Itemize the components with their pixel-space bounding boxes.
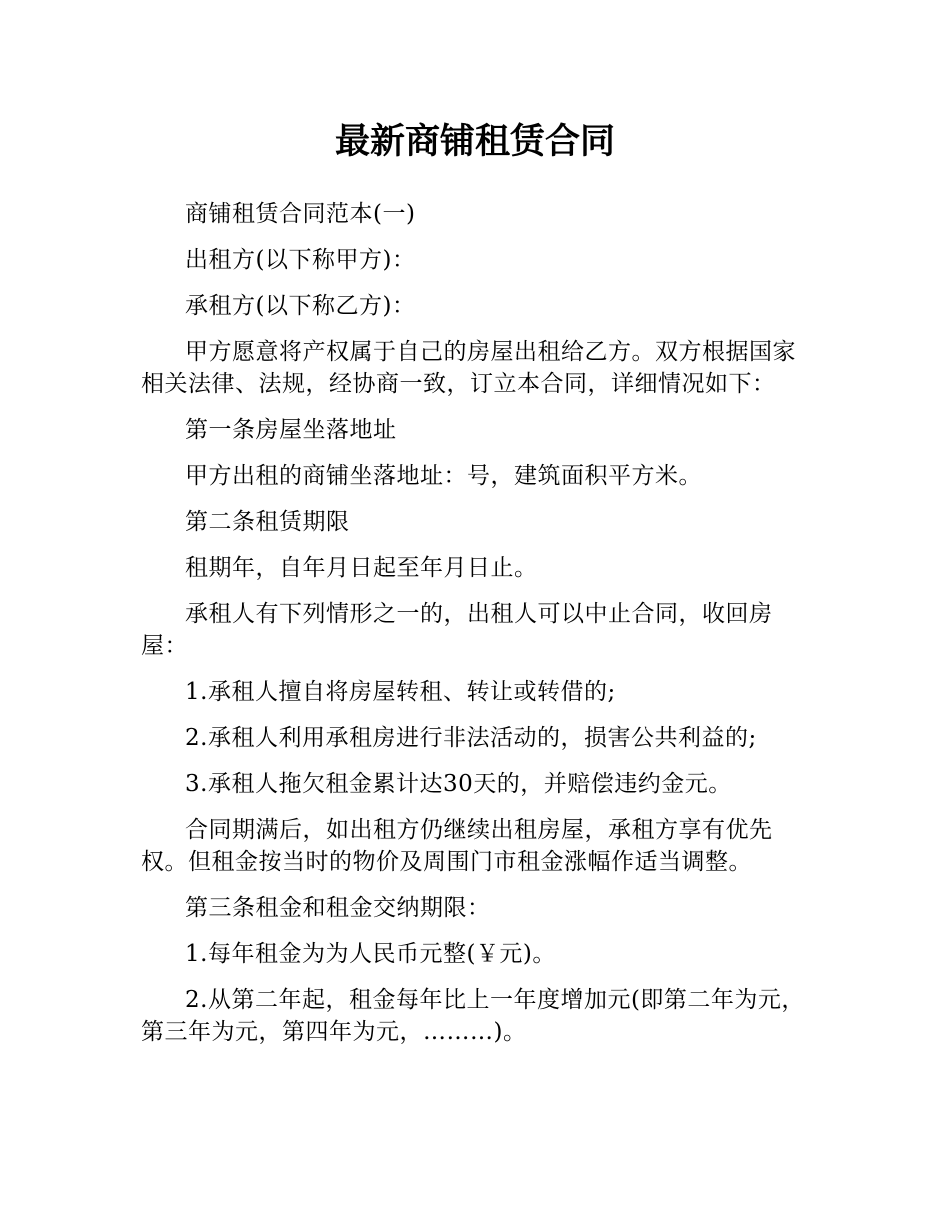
paragraph: 甲方出租的商铺坐落地址：号，建筑面积平方米。	[185, 463, 702, 489]
paragraph: 1.每年租金为为人民币元整(￥元)。	[185, 941, 556, 967]
document-title: 最新商铺租赁合同	[334, 122, 615, 162]
paragraph: 出租方(以下称甲方)：	[185, 247, 416, 273]
paragraph: 甲方愿意将产权属于自己的房屋出租给乙方。双方根据国家相关法律、法规，经协商一致，订立本合同，详细情况如下：	[141, 339, 796, 397]
paragraph: 商铺租赁合同范本(一)	[185, 201, 416, 227]
paragraph: 2.承租人利用承租房进行非法活动的，损害公共利益的;	[185, 725, 757, 751]
document-body	[141, 198, 811, 1062]
paragraph: 2.从第二年起，租金每年比上一年度增加元(即第二年为元，第三年为元，第四年为元，………)。	[141, 987, 805, 1045]
paragraph: 1.承租人擅自将房屋转租、转让或转借的;	[185, 679, 616, 705]
paragraph: 第三条租金和租金交纳期限：	[185, 895, 491, 921]
paragraph: 合同期满后，如出租方仍继续出租房屋，承租方享有优先权。但租金按当时的物价及周围门市租金涨幅作适当调整。	[141, 817, 773, 875]
paragraph: 租期年，自年月日起至年月日止。	[185, 555, 538, 581]
paragraph: 承租人有下列情形之一的，出租人可以中止合同，收回房屋：	[141, 601, 773, 659]
paragraph: 承租方(以下称乙方)：	[185, 293, 416, 319]
paragraph: 第二条租赁期限	[185, 509, 350, 535]
paragraph: 第一条房屋坐落地址	[185, 417, 397, 443]
paragraph: 3.承租人拖欠租金累计达30天的，并赔偿违约金元。	[185, 771, 732, 797]
